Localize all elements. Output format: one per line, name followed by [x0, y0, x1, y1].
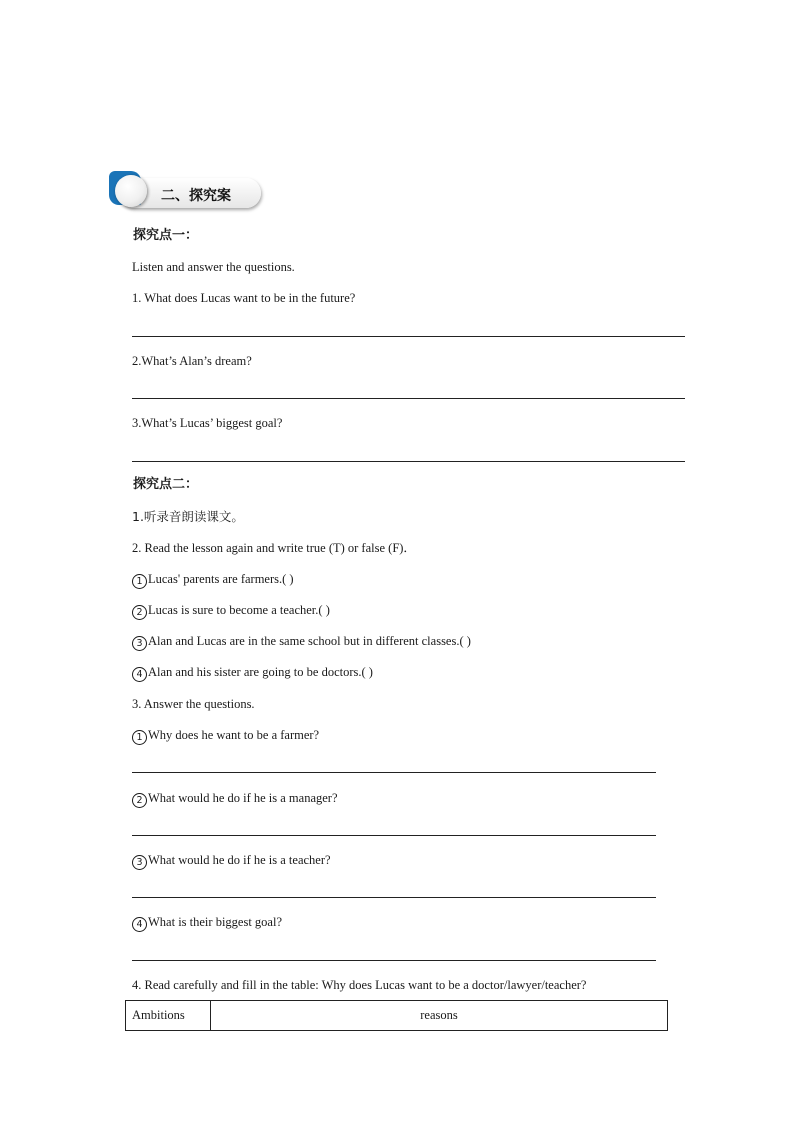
point2-item-4: 4. Read carefully and fill in the table: Why does Lucas want to be a doctor/lawyer/teacher?	[132, 978, 587, 992]
answer-line[interactable]	[132, 835, 656, 836]
circled-number: 2	[132, 793, 147, 808]
badge-ring-icon	[115, 175, 147, 207]
tf-statement-3	[132, 633, 471, 651]
point1-question-2: 2.What’s Alan’s dream?	[132, 354, 252, 368]
answer-line[interactable]	[132, 336, 685, 337]
circled-number: 3	[132, 855, 147, 870]
tf-text: Lucas is sure to become a teacher.( )	[148, 603, 330, 617]
section-header-badge	[109, 171, 261, 211]
tf-text: Lucas' parents are farmers.( )	[148, 572, 294, 586]
qa-question-2	[132, 790, 338, 808]
circled-number: 1	[132, 730, 147, 745]
circled-number: 4	[132, 667, 147, 682]
point2-item-2: 2. Read the lesson again and write true (T) or false (F)．	[132, 541, 416, 555]
circled-number: 2	[132, 605, 147, 620]
point2-item-1: 1.听录音朗读课文。	[132, 509, 244, 524]
point1-instruction: Listen and answer the questions.	[132, 260, 295, 274]
table-header-ambitions: Ambitions	[126, 1001, 211, 1031]
answer-line[interactable]	[132, 897, 656, 898]
ambitions-table	[125, 1000, 668, 1031]
tf-text: Alan and his sister are going to be doctors.( )	[148, 665, 373, 679]
point2-heading: 探究点二：	[133, 477, 199, 492]
qa-text: What would he do if he is a manager?	[148, 791, 338, 805]
answer-line[interactable]	[132, 398, 685, 399]
qa-text: What would he do if he is a teacher?	[148, 853, 331, 867]
circled-number: 4	[132, 917, 147, 932]
circled-number: 3	[132, 636, 147, 651]
qa-text: What is their biggest goal?	[148, 915, 282, 929]
point2-item-3: 3. Answer the questions.	[132, 697, 255, 711]
table-header-reasons: reasons	[211, 1001, 668, 1031]
circled-number: 1	[132, 574, 147, 589]
qa-question-3	[132, 852, 331, 870]
answer-line[interactable]	[132, 772, 656, 773]
table-row	[126, 1001, 668, 1031]
point1-heading: 探究点一：	[133, 228, 199, 243]
point1-question-3: 3.What’s Lucas’ biggest goal?	[132, 416, 283, 430]
tf-statement-1	[132, 571, 294, 589]
qa-question-4	[132, 914, 282, 932]
answer-line[interactable]	[132, 461, 685, 462]
qa-question-1	[132, 727, 319, 745]
tf-text: Alan and Lucas are in the same school but in different classes.( )	[148, 634, 471, 648]
qa-text: Why does he want to be a farmer?	[148, 728, 320, 742]
section-title: 二、探究案	[161, 188, 231, 204]
answer-line[interactable]	[132, 960, 656, 961]
tf-statement-2	[132, 602, 330, 620]
point1-question-1: 1. What does Lucas want to be in the future?	[132, 291, 356, 305]
tf-statement-4	[132, 664, 373, 682]
